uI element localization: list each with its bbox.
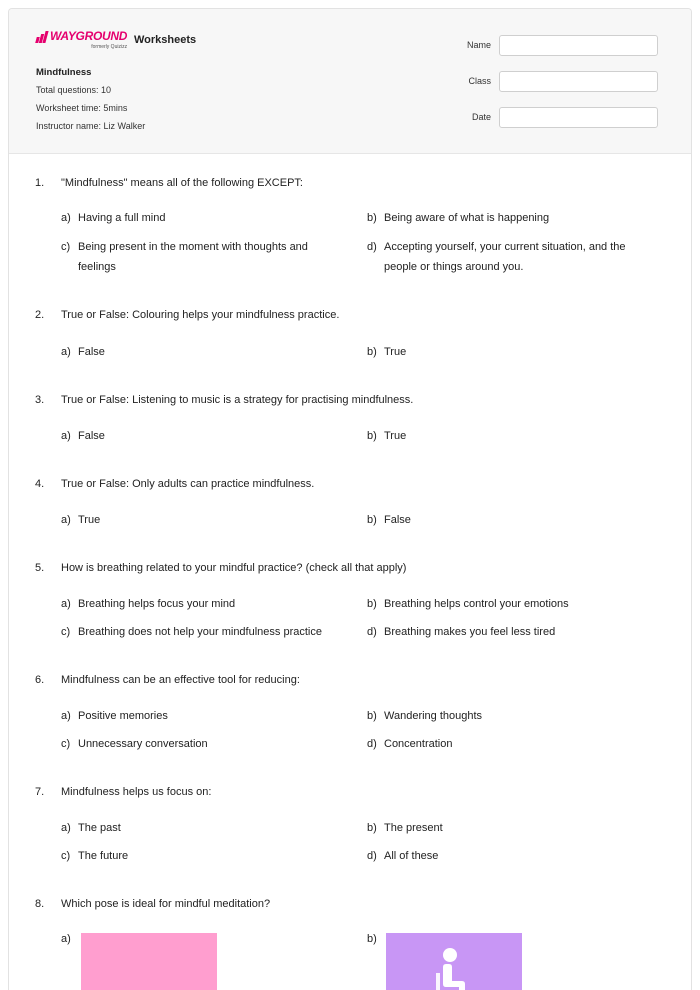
q6-option-d[interactable] xyxy=(367,734,654,754)
q5-option-a[interactable] xyxy=(61,594,348,614)
option-label: d) xyxy=(367,850,377,862)
option-text: False xyxy=(78,430,105,442)
question-4 xyxy=(35,478,675,490)
q3-option-a[interactable] xyxy=(61,426,348,446)
option-label: a) xyxy=(61,822,71,834)
option-label: b) xyxy=(367,346,377,358)
q7-option-b[interactable] xyxy=(367,818,654,838)
logo-word: WAYGROUND xyxy=(50,29,128,43)
worksheet-title: Mindfulness xyxy=(36,67,92,78)
q6-option-a[interactable] xyxy=(61,706,348,726)
option-label: d) xyxy=(367,241,377,253)
option-label: b) xyxy=(367,822,377,834)
q1-option-a[interactable] xyxy=(61,208,348,228)
date-field-row xyxy=(449,106,665,128)
question-number: 4. xyxy=(35,478,45,490)
worksheet xyxy=(8,8,692,990)
option-text: Unnecessary conversation xyxy=(78,738,208,750)
q4-option-b[interactable] xyxy=(367,510,654,530)
q1-option-c[interactable] xyxy=(61,237,348,277)
seated-person-icon xyxy=(386,933,522,990)
option-label: a) xyxy=(61,933,71,945)
question-7 xyxy=(35,786,675,798)
instructor-name: Instructor name: Liz Walker xyxy=(36,121,146,131)
option-label: c) xyxy=(61,850,71,862)
option-text: False xyxy=(384,514,411,526)
name-label: Name xyxy=(466,40,491,50)
option-text: Being aware of what is happening xyxy=(384,212,550,224)
option-label: c) xyxy=(61,626,71,638)
option-label: a) xyxy=(61,430,71,442)
q3-option-b[interactable] xyxy=(367,426,654,446)
question-5 xyxy=(35,562,675,574)
option-text: Positive memories xyxy=(78,710,168,722)
option-label: a) xyxy=(61,710,71,722)
q8-option-a-image[interactable] xyxy=(81,933,217,990)
logo-mark-icon xyxy=(36,31,48,43)
option-text: Concentration xyxy=(384,738,453,750)
question-number: 3. xyxy=(35,394,45,406)
worksheet-header xyxy=(9,9,692,154)
q8-option-b-image[interactable] xyxy=(386,933,522,990)
option-label: c) xyxy=(61,738,71,750)
question-1 xyxy=(35,177,675,189)
question-number: 7. xyxy=(35,786,45,798)
q7-option-c[interactable] xyxy=(61,846,348,866)
q5-option-c[interactable] xyxy=(61,622,348,642)
question-8 xyxy=(35,898,675,910)
name-field-row xyxy=(449,34,665,56)
option-text: Accepting yourself, your current situation, and the people or things around you. xyxy=(384,241,626,273)
q6-option-c[interactable] xyxy=(61,734,348,754)
question-text: True or False: Listening to music is a strategy for practising mindfulness. xyxy=(61,394,414,406)
q7-option-a[interactable] xyxy=(61,818,348,838)
option-label: b) xyxy=(367,710,377,722)
q2-option-a[interactable] xyxy=(61,342,348,362)
question-number: 1. xyxy=(35,177,45,189)
option-text: Being present in the moment with thoughts and feelings xyxy=(78,241,308,273)
option-label: b) xyxy=(367,933,377,945)
option-text: Breathing helps control your emotions xyxy=(384,598,569,610)
option-label: b) xyxy=(367,514,377,526)
option-text: Breathing makes you feel less tired xyxy=(384,626,556,638)
logo-subtitle: formerly Quizizz xyxy=(91,44,128,50)
question-text: True or False: Colouring helps your mindfulness practice. xyxy=(61,309,340,321)
option-text: The future xyxy=(78,850,129,862)
total-questions: Total questions: 10 xyxy=(36,85,112,95)
question-number: 2. xyxy=(35,309,45,321)
question-2 xyxy=(35,309,675,321)
question-text: "Mindfulness" means all of the following EXCEPT: xyxy=(61,177,303,189)
question-text: Which pose is ideal for mindful meditation? xyxy=(61,898,271,910)
option-text: Breathing does not help your mindfulness practice xyxy=(78,626,322,638)
option-label: b) xyxy=(367,212,377,224)
worksheet-meta xyxy=(36,67,145,139)
option-text: All of these xyxy=(384,850,439,862)
q1-option-b[interactable] xyxy=(367,208,654,228)
option-text: The past xyxy=(78,822,121,834)
option-text: The present xyxy=(384,822,443,834)
option-text: Wandering thoughts xyxy=(384,710,483,722)
class-input[interactable] xyxy=(499,71,658,92)
question-text: Mindfulness can be an effective tool for reducing: xyxy=(61,674,300,686)
option-text: True xyxy=(384,430,407,442)
date-label: Date xyxy=(471,112,491,122)
q7-option-d[interactable] xyxy=(367,846,654,866)
option-label: a) xyxy=(61,212,71,224)
q2-option-b[interactable] xyxy=(367,342,654,362)
class-field-row xyxy=(449,70,665,92)
option-text: Breathing helps focus your mind xyxy=(78,598,236,610)
question-number: 5. xyxy=(35,562,45,574)
option-label: d) xyxy=(367,738,377,750)
date-input[interactable] xyxy=(499,107,658,128)
option-label: a) xyxy=(61,598,71,610)
q4-option-a[interactable] xyxy=(61,510,348,530)
question-text: Mindfulness helps us focus on: xyxy=(61,786,212,798)
question-number: 6. xyxy=(35,674,45,686)
name-input[interactable] xyxy=(499,35,658,56)
q1-option-d[interactable] xyxy=(367,237,654,277)
class-label: Class xyxy=(468,76,491,86)
q6-option-b[interactable] xyxy=(367,706,654,726)
option-label: a) xyxy=(61,346,71,358)
option-text: True xyxy=(78,514,101,526)
option-text: False xyxy=(78,346,105,358)
option-label: d) xyxy=(367,626,377,638)
q8-option-b[interactable] xyxy=(367,929,384,949)
question-text: How is breathing related to your mindful practice? (check all that apply) xyxy=(61,562,407,574)
option-label: b) xyxy=(367,598,377,610)
q5-option-b[interactable] xyxy=(367,594,654,614)
question-6 xyxy=(35,674,675,686)
question-text: True or False: Only adults can practice mindfulness. xyxy=(61,478,315,490)
q8-option-a[interactable] xyxy=(61,929,78,949)
worksheet-time: Worksheet time: 5mins xyxy=(36,103,128,113)
question-number: 8. xyxy=(35,898,45,910)
option-label: c) xyxy=(61,241,71,253)
option-text: True xyxy=(384,346,407,358)
app-title: Worksheets xyxy=(134,34,197,46)
option-label: a) xyxy=(61,514,71,526)
wayground-logo xyxy=(36,30,127,58)
option-text: Having a full mind xyxy=(78,212,166,224)
q5-option-d[interactable] xyxy=(367,622,654,642)
question-3 xyxy=(35,394,675,406)
option-label: b) xyxy=(367,430,377,442)
